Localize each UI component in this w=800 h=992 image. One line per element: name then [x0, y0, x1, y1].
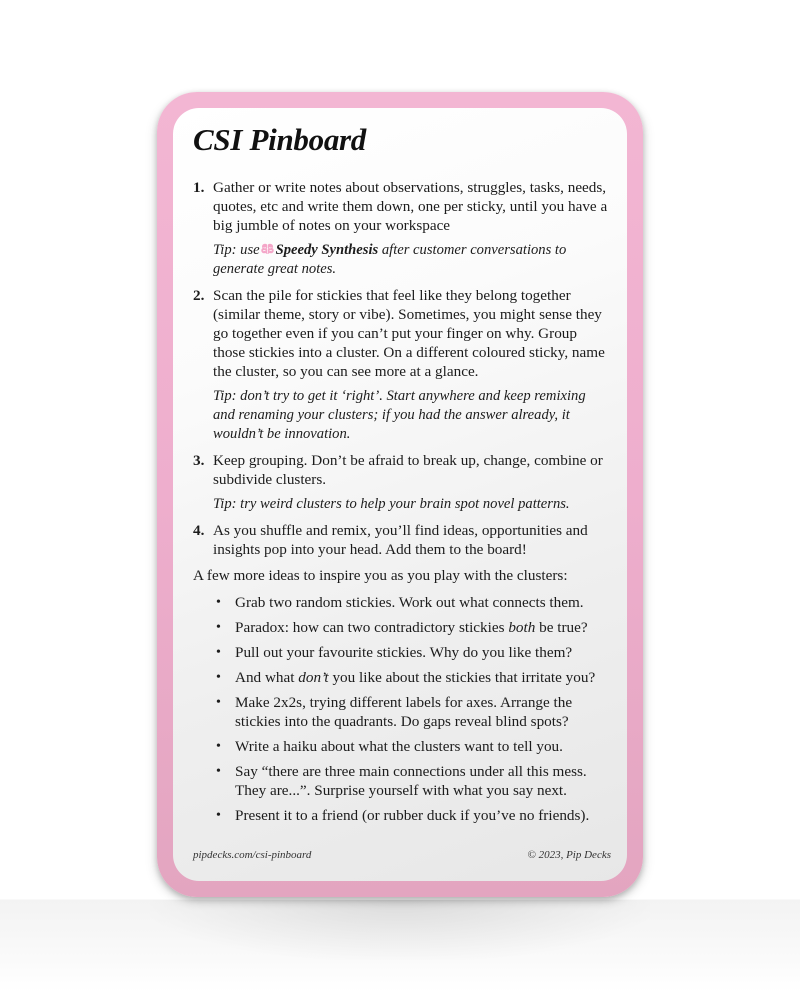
step-tip: Tip: try weird clusters to help your brain spot novel patterns. — [213, 496, 570, 512]
bullet-icon: • — [216, 595, 221, 610]
idea-text: Make 2x2s, trying different labels for axes. Arrange the stickies into the quadrants. Do gaps reveal blind spots? — [235, 694, 573, 730]
method-card — [157, 92, 643, 897]
card-panel — [173, 108, 627, 881]
card-floor-shadow — [150, 900, 650, 960]
ideas-list — [193, 593, 611, 825]
idea-item — [216, 762, 611, 800]
tip-prefix: Tip: use — [213, 242, 260, 258]
bullet-icon: • — [216, 620, 221, 635]
idea-item — [216, 668, 611, 687]
bullet-icon: • — [216, 739, 221, 754]
idea-text-pre: And what — [235, 669, 299, 686]
idea-item — [216, 693, 611, 731]
idea-text-emphasis: both — [508, 619, 536, 636]
step-tip — [213, 241, 611, 279]
card-title: CSI Pinboard — [193, 122, 366, 157]
tip-suffix: after customer conversations to generate great notes. — [213, 242, 567, 277]
idea-text: Say “there are three main connections under all this mess. They are...”. Surprise yourself with what you say next. — [235, 763, 587, 799]
step-text: As you shuffle and remix, you’ll find ideas, opportunities and insights pop into your head. Add them to the board! — [213, 522, 588, 558]
step-tip: Tip: don’t try to get it ‘right’. Start anywhere and keep remixing and renaming your clusters; if you had the answer already, it wouldn’t be innovation. — [213, 388, 586, 442]
idea-text: Grab two random stickies. Work out what connects them. — [235, 594, 584, 611]
idea-text: Write a haiku about what the clusters want to tell you. — [235, 738, 563, 755]
step-text: Gather or write notes about observations, struggles, tasks, needs, quotes, etc and write them down, one per sticky, until you have a big jumble of notes on your workspace — [213, 179, 608, 234]
bullet-icon: • — [216, 695, 221, 710]
idea-text-post: be true? — [535, 619, 588, 636]
ideas-intro: A few more ideas to inspire you as you play with the clusters: — [193, 567, 568, 584]
idea-text-emphasis: don’t — [298, 669, 329, 686]
step-number: 4. — [193, 522, 205, 539]
step-number: 3. — [193, 452, 205, 469]
bullet-icon: • — [216, 670, 221, 685]
idea-text-post: you like about the stickies that irritate you? — [328, 669, 596, 686]
idea-item — [216, 593, 611, 612]
bullet-icon: • — [216, 764, 221, 779]
speedy-synthesis-link[interactable]: Speedy Synthesis — [275, 242, 379, 258]
idea-item — [216, 618, 611, 637]
idea-item — [216, 737, 611, 756]
idea-item — [216, 806, 611, 825]
step-item — [193, 178, 611, 279]
idea-text: Present it to a friend (or rubber duck if you’ve no friends). — [235, 807, 590, 824]
step-number: 2. — [193, 287, 205, 304]
step-text: Scan the pile for stickies that feel like they belong together (similar theme, story or vibe). Sometimes, you might sense they go together even if you can’t put your finger on why. Group those stickies into a cluster. On a different coloured sticky, name the cluster, so you can see more at a glance. — [213, 287, 605, 380]
idea-item — [216, 643, 611, 662]
steps-list — [193, 178, 611, 559]
footer-copyright: © 2023, Pip Decks — [527, 849, 611, 861]
bullet-icon: • — [216, 808, 221, 823]
step-text: Keep grouping. Don’t be afraid to break up, change, combine or subdivide clusters. — [213, 452, 603, 488]
idea-text: Pull out your favourite stickies. Why do you like them? — [235, 644, 573, 661]
step-number: 1. — [193, 179, 205, 196]
step-item — [193, 286, 611, 444]
step-item — [193, 521, 611, 559]
idea-text-pre: Paradox: how can two contradictory stickies — [235, 619, 509, 636]
card-footer — [193, 849, 611, 861]
footer-url-link[interactable]: pipdecks.com/csi-pinboard — [193, 849, 312, 861]
step-item — [193, 451, 611, 514]
bullet-icon: • — [216, 645, 221, 660]
brain-icon — [261, 243, 274, 255]
